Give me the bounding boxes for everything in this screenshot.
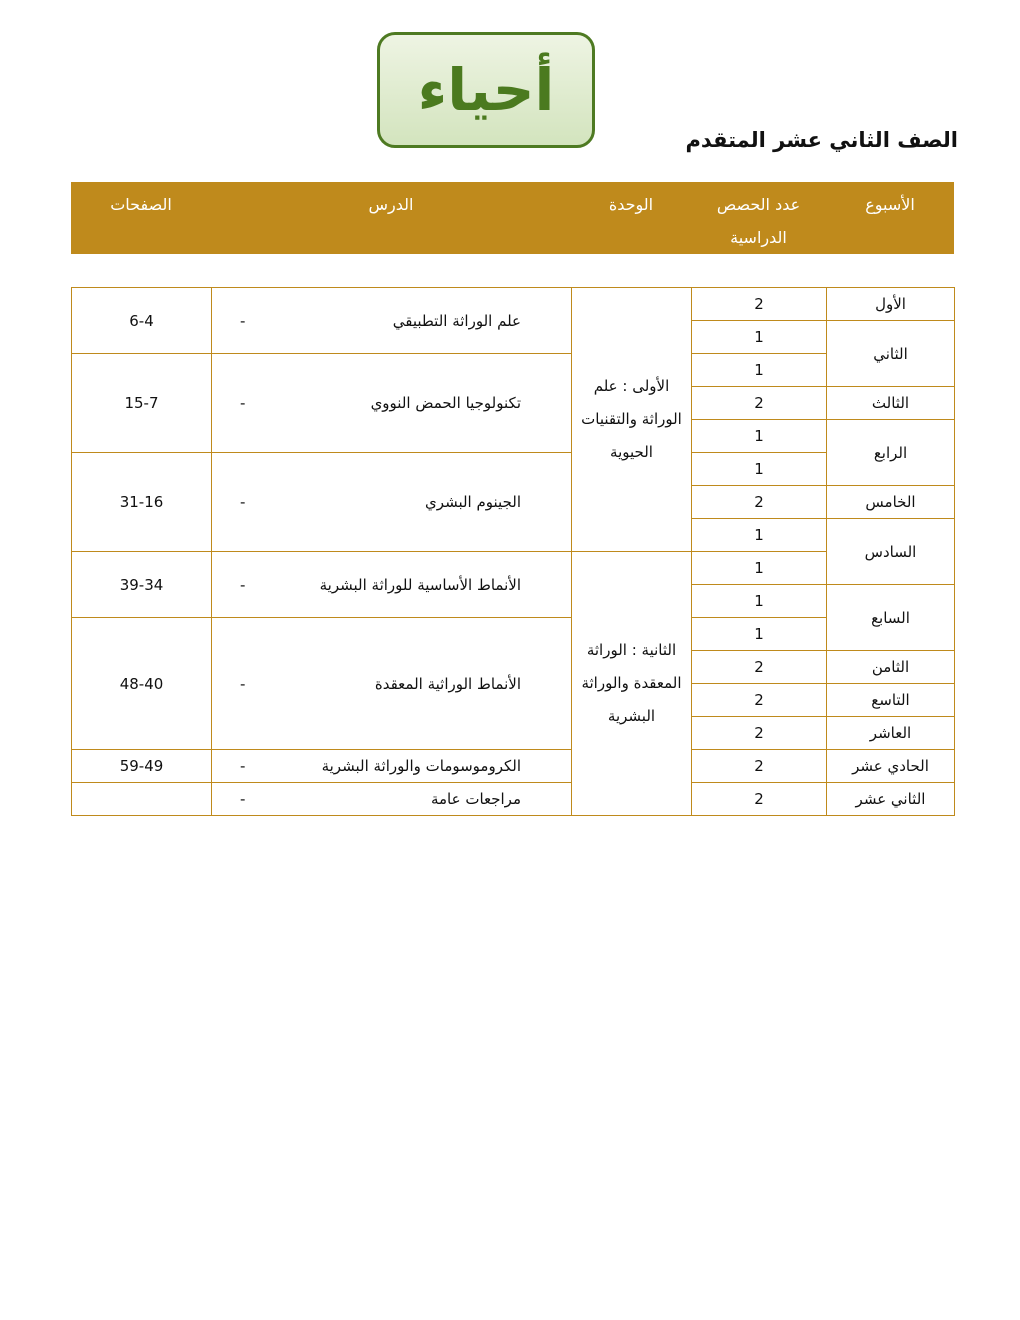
week-cell: العاشر <box>827 717 955 750</box>
lesson-title: الأنماط الوراثية المعقدة <box>374 674 521 693</box>
lesson-cell <box>212 354 572 453</box>
lesson-title: علم الوراثة التطبيقي <box>392 311 521 330</box>
week-cell: التاسع <box>827 684 955 717</box>
periods-cell: 1 <box>692 585 827 618</box>
table-row <box>72 453 955 486</box>
unit-label: الثانية : الوراثة المعقدة والوراثة البشرية <box>581 641 682 725</box>
table-row <box>72 750 955 783</box>
lesson-title: الأنماط الأساسية للوراثة البشرية <box>319 575 521 594</box>
pages-cell: 39-34 <box>72 552 212 618</box>
unit-cell-2 <box>572 552 692 816</box>
week-cell: الأول <box>827 288 955 321</box>
lesson-dash: - <box>240 493 246 511</box>
week-cell: الثاني <box>827 321 955 387</box>
unit-label: الأولى : علم الوراثة والتقنيات الحيوية <box>581 377 682 461</box>
header-week: الأسبوع <box>865 195 915 214</box>
periods-cell: 1 <box>692 618 827 651</box>
week-cell: السادس <box>827 519 955 585</box>
pages-cell: 6-4 <box>72 288 212 354</box>
periods-cell: 2 <box>692 288 827 321</box>
periods-cell: 1 <box>692 420 827 453</box>
periods-cell: 2 <box>692 387 827 420</box>
lesson-dash: - <box>240 790 246 808</box>
lesson-dash: - <box>240 757 246 775</box>
lesson-dash: - <box>240 674 246 693</box>
periods-cell: 1 <box>692 519 827 552</box>
periods-cell: 1 <box>692 354 827 387</box>
table-row <box>72 354 955 387</box>
week-cell: الحادي عشر <box>827 750 955 783</box>
title-box <box>377 32 595 148</box>
periods-cell: 2 <box>692 717 827 750</box>
unit-cell-1 <box>572 288 692 552</box>
week-cell: السابع <box>827 585 955 651</box>
table-header-band <box>71 182 954 254</box>
header-pages: الصفحات <box>110 195 172 214</box>
periods-cell: 2 <box>692 783 827 816</box>
lesson-dash: - <box>240 311 246 330</box>
periods-cell: 1 <box>692 453 827 486</box>
lesson-title: الجينوم البشري <box>425 493 521 511</box>
lesson-dash: - <box>240 575 246 594</box>
lesson-cell <box>212 750 572 783</box>
week-cell: الثاني عشر <box>827 783 955 816</box>
pages-cell: 31-16 <box>72 453 212 552</box>
lesson-cell <box>212 552 572 618</box>
header-periods-line1: عدد الحصص <box>716 195 801 214</box>
table-row <box>72 552 955 585</box>
header-periods-line2: الدراسية <box>730 228 787 247</box>
table-row <box>72 288 955 321</box>
lesson-cell <box>212 453 572 552</box>
lesson-title: تكنولوجيا الحمض النووي <box>370 394 521 412</box>
lesson-dash: - <box>240 394 246 412</box>
page-title: أحياء <box>417 56 555 124</box>
pages-cell: 59-49 <box>72 750 212 783</box>
schedule-table <box>71 287 955 816</box>
week-cell: الرابع <box>827 420 955 486</box>
pages-cell <box>72 783 212 816</box>
pages-cell: 15-7 <box>72 354 212 453</box>
table-row <box>72 618 955 651</box>
periods-cell: 2 <box>692 486 827 519</box>
week-cell: الخامس <box>827 486 955 519</box>
table-row <box>72 783 955 816</box>
lesson-cell <box>212 783 572 816</box>
week-cell: الثالث <box>827 387 955 420</box>
lesson-title: الكروموسومات والوراثة البشرية <box>321 757 521 775</box>
periods-cell: 2 <box>692 651 827 684</box>
header-periods <box>691 188 826 254</box>
header-unit: الوحدة <box>608 195 654 214</box>
week-cell: الثامن <box>827 651 955 684</box>
periods-cell: 1 <box>692 321 827 354</box>
pages-cell: 48-40 <box>72 618 212 750</box>
periods-cell: 1 <box>692 552 827 585</box>
header-lesson: الدرس <box>368 195 414 214</box>
lesson-title: مراجعات عامة <box>430 790 521 808</box>
grade-subtitle: الصف الثاني عشر المتقدم <box>685 128 958 152</box>
lesson-cell <box>212 288 572 354</box>
periods-cell: 2 <box>692 750 827 783</box>
lesson-cell <box>212 618 572 750</box>
periods-cell: 2 <box>692 684 827 717</box>
